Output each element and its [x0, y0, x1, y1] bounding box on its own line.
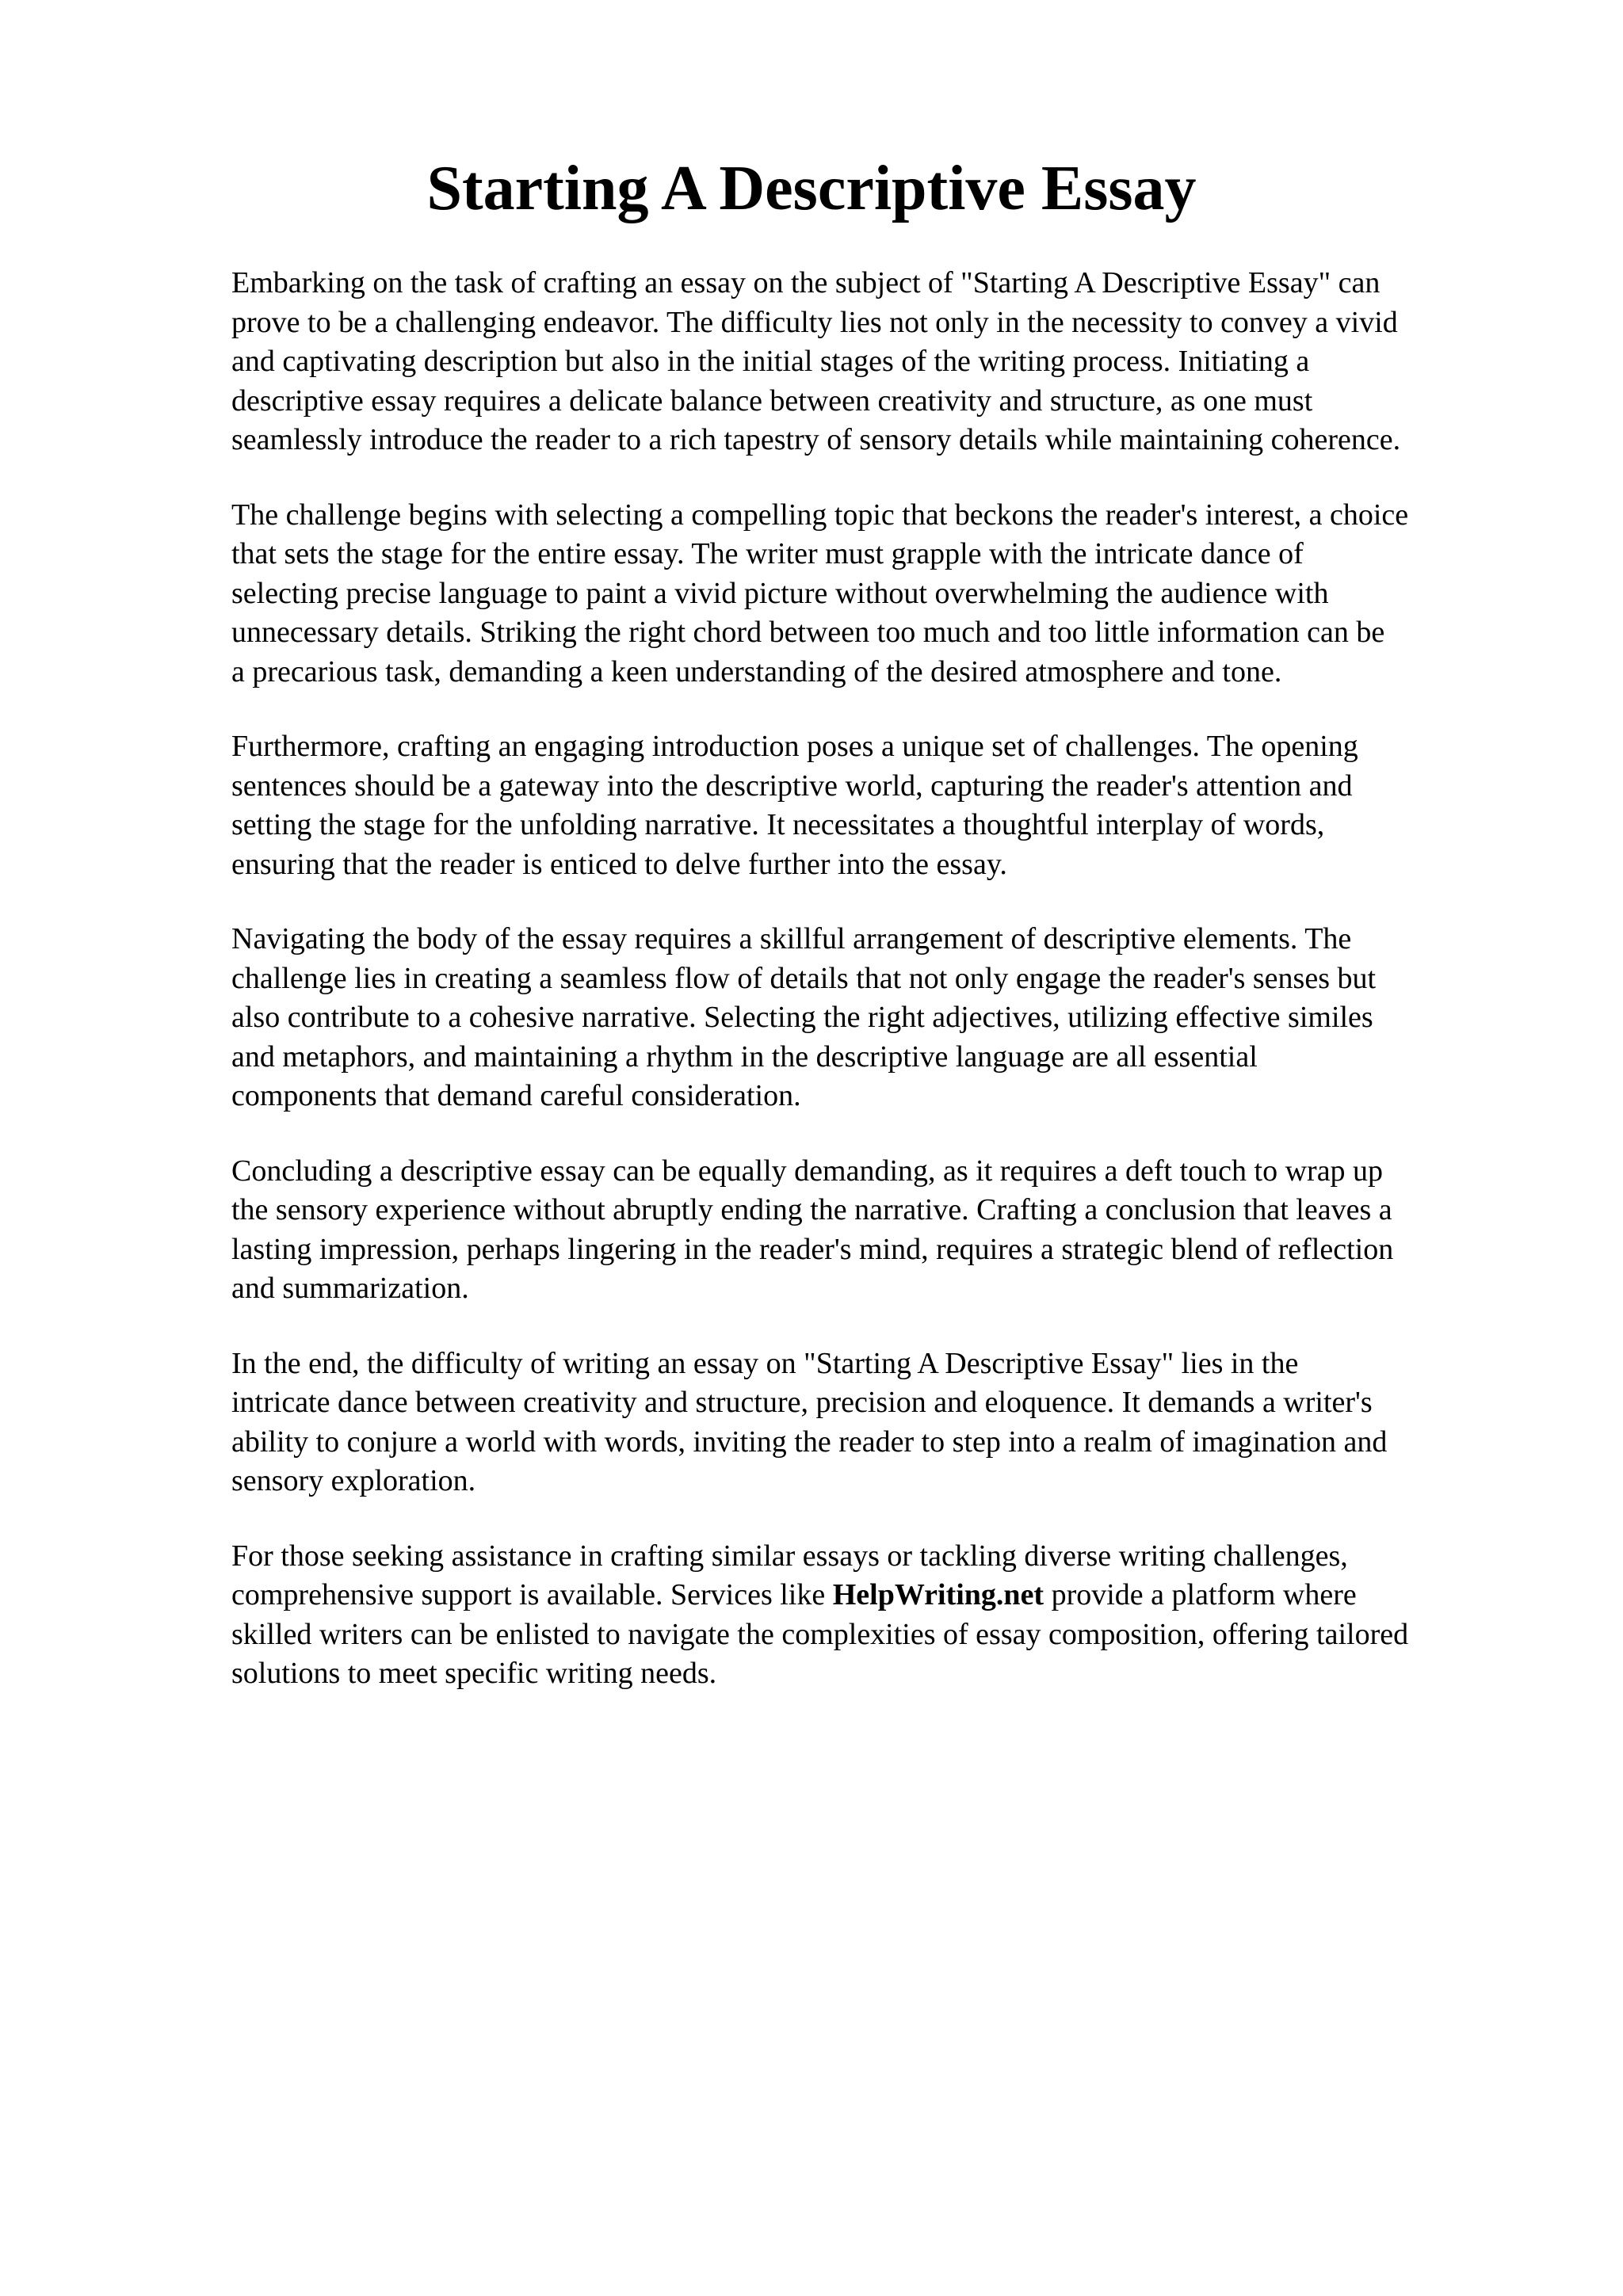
- text-line: Embarking on the task of crafting an essay on the subject of "Starting A Descriptive Essay" can: [231, 266, 1381, 299]
- text-line: Navigating the body of the essay requires a skillful arrangement of descriptive elements. The: [231, 922, 1352, 955]
- text-line-with-link: [231, 1576, 1531, 1615]
- text-line: sentences should be a gateway into the descriptive world, capturing the reader's attention and: [231, 769, 1353, 803]
- paragraph-6: [231, 1344, 1531, 1501]
- text-line: ability to conjure a world with words, inviting the reader to step into a realm of imagination and: [231, 1425, 1388, 1459]
- paragraph-1: [231, 264, 1531, 460]
- document-title: Starting A Descriptive Essay: [426, 154, 1197, 223]
- text-line: the sensory experience without abruptly ending the narrative. Crafting a conclusion that leaves a: [231, 1193, 1392, 1226]
- closing-text-before-brand: comprehensive support is available. Services like: [231, 1578, 833, 1611]
- text-line: intricate dance between creativity and structure, precision and eloquence. It demands a writer's: [231, 1386, 1373, 1419]
- text-line: The challenge begins with selecting a compelling topic that beckons the reader's interest, a choice: [231, 498, 1409, 532]
- text-line: lasting impression, perhaps lingering in the reader's mind, requires a strategic blend of reflection: [231, 1232, 1394, 1266]
- text-line: setting the stage for the unfolding narrative. It necessitates a thoughtful interplay of words,: [231, 808, 1325, 841]
- text-line: sensory exploration.: [231, 1464, 476, 1497]
- document-body: [231, 264, 1531, 1730]
- text-line: Concluding a descriptive essay can be equally demanding, as it requires a deft touch to wrap up: [231, 1154, 1384, 1188]
- text-line: Furthermore, crafting an engaging introduction poses a unique set of challenges. The opening: [231, 730, 1358, 763]
- text-line: In the end, the difficulty of writing an essay on "Starting A Descriptive Essay" lies in the: [231, 1346, 1299, 1380]
- paragraph-2: [231, 496, 1531, 692]
- text-line: components that demand careful consideration.: [231, 1079, 801, 1112]
- text-line: skilled writers can be enlisted to navigate the complexities of essay composition, offering tailored: [231, 1617, 1409, 1651]
- helpwriting-link[interactable]: HelpWriting.net: [832, 1578, 1044, 1611]
- text-line: prove to be a challenging endeavor. The difficulty lies not only in the necessity to convey a vivid: [231, 305, 1398, 339]
- closing-paragraph: [231, 1537, 1531, 1694]
- text-line: seamlessly introduce the reader to a rich tapestry of sensory details while maintaining coherence.: [231, 423, 1401, 456]
- paragraph-3: [231, 727, 1531, 884]
- text-line: also contribute to a cohesive narrative. Selecting the right adjectives, utilizing effective similes: [231, 1001, 1373, 1034]
- text-line: a precarious task, demanding a keen understanding of the desired atmosphere and tone.: [231, 654, 1282, 688]
- text-line: For those seeking assistance in crafting similar essays or tackling diverse writing challenges,: [231, 1539, 1348, 1573]
- text-line: challenge lies in creating a seamless flow of details that not only engage the reader's senses but: [231, 961, 1377, 995]
- text-line: and captivating description but also in the initial stages of the writing process. Initiating a: [231, 345, 1310, 378]
- text-line: ensuring that the reader is enticed to delve further into the essay.: [231, 847, 1007, 881]
- text-line: that sets the stage for the entire essay. The writer must grapple with the intricate dance of: [231, 537, 1304, 570]
- text-line: descriptive essay requires a delicate balance between creativity and structure, as one must: [231, 383, 1313, 418]
- text-line: and metaphors, and maintaining a rhythm in the descriptive language are all essential: [231, 1039, 1258, 1074]
- text-line: selecting precise language to paint a vivid picture without overwhelming the audience with: [231, 576, 1329, 610]
- text-line: and summarization.: [231, 1272, 469, 1305]
- closing-text-after-brand: provide a platform where: [1044, 1578, 1357, 1611]
- text-line: unnecessary details. Striking the right chord between too much and too little information can be: [231, 616, 1385, 649]
- text-line: solutions to meet specific writing needs.: [231, 1657, 717, 1690]
- paragraph-5: [231, 1152, 1531, 1309]
- paragraph-4: [231, 920, 1531, 1116]
